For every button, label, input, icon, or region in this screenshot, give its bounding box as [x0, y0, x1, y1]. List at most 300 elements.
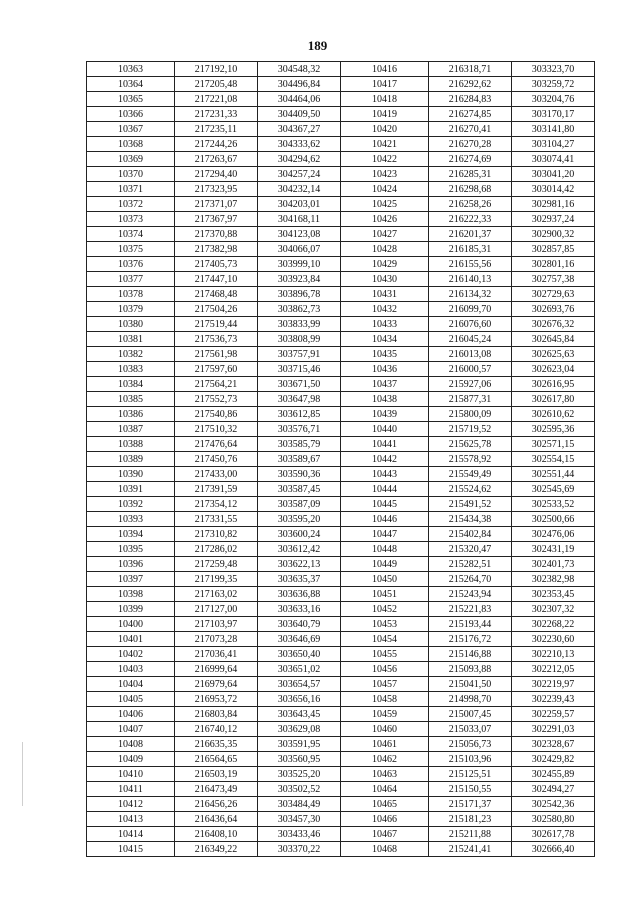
y-coordinate-cell: 303650,40 [258, 647, 341, 662]
x-coordinate-cell: 216979,64 [175, 677, 258, 692]
point-number-cell: 10410 [87, 767, 175, 782]
y-coordinate-cell: 302645,84 [512, 332, 595, 347]
y-coordinate-cell: 303589,67 [258, 452, 341, 467]
x-coordinate-cell: 217476,64 [175, 437, 258, 452]
x-coordinate-cell: 217103,97 [175, 617, 258, 632]
y-coordinate-cell: 303323,70 [512, 62, 595, 77]
x-coordinate-cell: 217504,26 [175, 302, 258, 317]
x-coordinate-cell: 216013,08 [429, 347, 512, 362]
point-number-cell: 10412 [87, 797, 175, 812]
point-number-cell: 10446 [341, 512, 429, 527]
y-coordinate-cell: 302542,36 [512, 797, 595, 812]
x-coordinate-cell: 217468,48 [175, 287, 258, 302]
y-coordinate-cell: 303808,99 [258, 332, 341, 347]
table-row [87, 707, 595, 722]
y-coordinate-cell: 302239,43 [512, 692, 595, 707]
y-coordinate-cell: 302617,80 [512, 392, 595, 407]
x-coordinate-cell: 215033,07 [429, 722, 512, 737]
y-coordinate-cell: 303074,41 [512, 152, 595, 167]
point-number-cell: 10384 [87, 377, 175, 392]
y-coordinate-cell: 302307,32 [512, 602, 595, 617]
table-row [87, 122, 595, 137]
point-number-cell: 10438 [341, 392, 429, 407]
x-coordinate-cell: 217519,44 [175, 317, 258, 332]
point-number-cell: 10390 [87, 467, 175, 482]
x-coordinate-cell: 216436,64 [175, 812, 258, 827]
x-coordinate-cell: 217036,41 [175, 647, 258, 662]
point-number-cell: 10408 [87, 737, 175, 752]
x-coordinate-cell: 215877,31 [429, 392, 512, 407]
point-number-cell: 10419 [341, 107, 429, 122]
x-coordinate-cell: 217540,86 [175, 407, 258, 422]
y-coordinate-cell: 302801,16 [512, 257, 595, 272]
y-coordinate-cell: 302554,15 [512, 452, 595, 467]
table-row [87, 662, 595, 677]
table-row [87, 422, 595, 437]
x-coordinate-cell: 215320,47 [429, 542, 512, 557]
point-number-cell: 10464 [341, 782, 429, 797]
table-row [87, 452, 595, 467]
point-number-cell: 10370 [87, 167, 175, 182]
table-row [87, 377, 595, 392]
coordinates-table-body [87, 62, 595, 857]
x-coordinate-cell: 217510,32 [175, 422, 258, 437]
point-number-cell: 10386 [87, 407, 175, 422]
point-number-cell: 10376 [87, 257, 175, 272]
y-coordinate-cell: 303170,17 [512, 107, 595, 122]
y-coordinate-cell: 302757,38 [512, 272, 595, 287]
table-row [87, 332, 595, 347]
x-coordinate-cell: 216270,41 [429, 122, 512, 137]
x-coordinate-cell: 217163,02 [175, 587, 258, 602]
table-row [87, 797, 595, 812]
x-coordinate-cell: 217263,67 [175, 152, 258, 167]
table-row [87, 482, 595, 497]
table-row [87, 317, 595, 332]
y-coordinate-cell: 302230,60 [512, 632, 595, 647]
y-coordinate-cell: 303999,10 [258, 257, 341, 272]
table-row [87, 617, 595, 632]
table-row [87, 167, 595, 182]
y-coordinate-cell: 304168,11 [258, 212, 341, 227]
point-number-cell: 10391 [87, 482, 175, 497]
x-coordinate-cell: 215056,73 [429, 737, 512, 752]
x-coordinate-cell: 217433,00 [175, 467, 258, 482]
y-coordinate-cell: 303585,79 [258, 437, 341, 452]
y-coordinate-cell: 304496,84 [258, 77, 341, 92]
y-coordinate-cell: 304123,08 [258, 227, 341, 242]
x-coordinate-cell: 216473,49 [175, 782, 258, 797]
x-coordinate-cell: 217450,76 [175, 452, 258, 467]
y-coordinate-cell: 303612,42 [258, 542, 341, 557]
point-number-cell: 10378 [87, 287, 175, 302]
x-coordinate-cell: 217367,97 [175, 212, 258, 227]
page-number: 189 [307, 38, 328, 53]
y-coordinate-cell: 304066,07 [258, 242, 341, 257]
point-number-cell: 10444 [341, 482, 429, 497]
point-number-cell: 10389 [87, 452, 175, 467]
x-coordinate-cell: 215243,94 [429, 587, 512, 602]
point-number-cell: 10450 [341, 572, 429, 587]
table-row [87, 197, 595, 212]
y-coordinate-cell: 303862,73 [258, 302, 341, 317]
x-coordinate-cell: 215146,88 [429, 647, 512, 662]
y-coordinate-cell: 303014,42 [512, 182, 595, 197]
point-number-cell: 10431 [341, 287, 429, 302]
x-coordinate-cell: 215524,62 [429, 482, 512, 497]
x-coordinate-cell: 216140,13 [429, 272, 512, 287]
y-coordinate-cell: 302610,62 [512, 407, 595, 422]
y-coordinate-cell: 302476,06 [512, 527, 595, 542]
x-coordinate-cell: 217310,82 [175, 527, 258, 542]
y-coordinate-cell: 302259,57 [512, 707, 595, 722]
table-row [87, 767, 595, 782]
point-number-cell: 10377 [87, 272, 175, 287]
point-number-cell: 10439 [341, 407, 429, 422]
x-coordinate-cell: 217323,95 [175, 182, 258, 197]
y-coordinate-cell: 303576,71 [258, 422, 341, 437]
point-number-cell: 10397 [87, 572, 175, 587]
x-coordinate-cell: 215007,45 [429, 707, 512, 722]
y-coordinate-cell: 303622,13 [258, 557, 341, 572]
y-coordinate-cell: 304548,32 [258, 62, 341, 77]
x-coordinate-cell: 216155,56 [429, 257, 512, 272]
y-coordinate-cell: 302455,89 [512, 767, 595, 782]
x-coordinate-cell: 216635,35 [175, 737, 258, 752]
point-number-cell: 10456 [341, 662, 429, 677]
x-coordinate-cell: 217391,59 [175, 482, 258, 497]
point-number-cell: 10467 [341, 827, 429, 842]
point-number-cell: 10442 [341, 452, 429, 467]
x-coordinate-cell: 216185,31 [429, 242, 512, 257]
point-number-cell: 10426 [341, 212, 429, 227]
x-coordinate-cell: 217447,10 [175, 272, 258, 287]
y-coordinate-cell: 302401,73 [512, 557, 595, 572]
y-coordinate-cell: 303141,80 [512, 122, 595, 137]
table-row [87, 467, 595, 482]
point-number-cell: 10459 [341, 707, 429, 722]
x-coordinate-cell: 216953,72 [175, 692, 258, 707]
x-coordinate-cell: 216298,68 [429, 182, 512, 197]
y-coordinate-cell: 303587,09 [258, 497, 341, 512]
point-number-cell: 10447 [341, 527, 429, 542]
table-row [87, 212, 595, 227]
point-number-cell: 10399 [87, 602, 175, 617]
y-coordinate-cell: 302212,05 [512, 662, 595, 677]
y-coordinate-cell: 302500,66 [512, 512, 595, 527]
x-coordinate-cell: 215221,83 [429, 602, 512, 617]
x-coordinate-cell: 216099,70 [429, 302, 512, 317]
point-number-cell: 10409 [87, 752, 175, 767]
y-coordinate-cell: 303560,95 [258, 752, 341, 767]
y-coordinate-cell: 302268,22 [512, 617, 595, 632]
point-number-cell: 10428 [341, 242, 429, 257]
point-number-cell: 10363 [87, 62, 175, 77]
scan-edge-mark [22, 742, 23, 806]
x-coordinate-cell: 217561,98 [175, 347, 258, 362]
x-coordinate-cell: 215800,09 [429, 407, 512, 422]
y-coordinate-cell: 303896,78 [258, 287, 341, 302]
point-number-cell: 10437 [341, 377, 429, 392]
x-coordinate-cell: 217382,98 [175, 242, 258, 257]
x-coordinate-cell: 215176,72 [429, 632, 512, 647]
y-coordinate-cell: 302291,03 [512, 722, 595, 737]
point-number-cell: 10394 [87, 527, 175, 542]
point-number-cell: 10435 [341, 347, 429, 362]
x-coordinate-cell: 215491,52 [429, 497, 512, 512]
x-coordinate-cell: 217405,73 [175, 257, 258, 272]
y-coordinate-cell: 302676,32 [512, 317, 595, 332]
y-coordinate-cell: 302981,16 [512, 197, 595, 212]
coordinates-table [86, 61, 595, 857]
point-number-cell: 10385 [87, 392, 175, 407]
point-number-cell: 10379 [87, 302, 175, 317]
y-coordinate-cell: 302625,63 [512, 347, 595, 362]
x-coordinate-cell: 217244,26 [175, 137, 258, 152]
y-coordinate-cell: 303633,16 [258, 602, 341, 617]
point-number-cell: 10460 [341, 722, 429, 737]
x-coordinate-cell: 215719,52 [429, 422, 512, 437]
x-coordinate-cell: 215193,44 [429, 617, 512, 632]
y-coordinate-cell: 303629,08 [258, 722, 341, 737]
point-number-cell: 10406 [87, 707, 175, 722]
point-number-cell: 10364 [87, 77, 175, 92]
table-row [87, 437, 595, 452]
y-coordinate-cell: 303370,22 [258, 842, 341, 857]
x-coordinate-cell: 216999,64 [175, 662, 258, 677]
point-number-cell: 10417 [341, 77, 429, 92]
point-number-cell: 10445 [341, 497, 429, 512]
point-number-cell: 10462 [341, 752, 429, 767]
point-number-cell: 10372 [87, 197, 175, 212]
x-coordinate-cell: 216076,60 [429, 317, 512, 332]
y-coordinate-cell: 303484,49 [258, 797, 341, 812]
table-row [87, 242, 595, 257]
x-coordinate-cell: 216408,10 [175, 827, 258, 842]
y-coordinate-cell: 302431,19 [512, 542, 595, 557]
x-coordinate-cell: 215434,38 [429, 512, 512, 527]
point-number-cell: 10421 [341, 137, 429, 152]
x-coordinate-cell: 215549,49 [429, 467, 512, 482]
x-coordinate-cell: 215093,88 [429, 662, 512, 677]
point-number-cell: 10414 [87, 827, 175, 842]
point-number-cell: 10369 [87, 152, 175, 167]
x-coordinate-cell: 216285,31 [429, 167, 512, 182]
table-row [87, 677, 595, 692]
x-coordinate-cell: 216564,65 [175, 752, 258, 767]
point-number-cell: 10461 [341, 737, 429, 752]
point-number-cell: 10424 [341, 182, 429, 197]
point-number-cell: 10405 [87, 692, 175, 707]
y-coordinate-cell: 303591,95 [258, 737, 341, 752]
table-row [87, 287, 595, 302]
y-coordinate-cell: 303757,91 [258, 347, 341, 362]
y-coordinate-cell: 302937,24 [512, 212, 595, 227]
point-number-cell: 10381 [87, 332, 175, 347]
y-coordinate-cell: 303595,20 [258, 512, 341, 527]
point-number-cell: 10403 [87, 662, 175, 677]
x-coordinate-cell: 214998,70 [429, 692, 512, 707]
x-coordinate-cell: 217073,28 [175, 632, 258, 647]
table-row [87, 407, 595, 422]
x-coordinate-cell: 215181,23 [429, 812, 512, 827]
table-row [87, 587, 595, 602]
point-number-cell: 10422 [341, 152, 429, 167]
point-number-cell: 10455 [341, 647, 429, 662]
point-number-cell: 10420 [341, 122, 429, 137]
y-coordinate-cell: 303671,50 [258, 377, 341, 392]
table-row [87, 722, 595, 737]
point-number-cell: 10465 [341, 797, 429, 812]
table-row [87, 827, 595, 842]
y-coordinate-cell: 302900,32 [512, 227, 595, 242]
table-row [87, 257, 595, 272]
point-number-cell: 10415 [87, 842, 175, 857]
x-coordinate-cell: 217192,10 [175, 62, 258, 77]
point-number-cell: 10453 [341, 617, 429, 632]
y-coordinate-cell: 302545,69 [512, 482, 595, 497]
y-coordinate-cell: 303656,16 [258, 692, 341, 707]
y-coordinate-cell: 302551,44 [512, 467, 595, 482]
y-coordinate-cell: 303651,02 [258, 662, 341, 677]
y-coordinate-cell: 302666,40 [512, 842, 595, 857]
y-coordinate-cell: 302693,76 [512, 302, 595, 317]
x-coordinate-cell: 215927,06 [429, 377, 512, 392]
table-row [87, 62, 595, 77]
point-number-cell: 10423 [341, 167, 429, 182]
y-coordinate-cell: 304294,62 [258, 152, 341, 167]
point-number-cell: 10413 [87, 812, 175, 827]
table-row [87, 182, 595, 197]
point-number-cell: 10416 [341, 62, 429, 77]
table-row [87, 347, 595, 362]
table-row [87, 527, 595, 542]
x-coordinate-cell: 215150,55 [429, 782, 512, 797]
y-coordinate-cell: 302623,04 [512, 362, 595, 377]
y-coordinate-cell: 302494,27 [512, 782, 595, 797]
table-row [87, 737, 595, 752]
point-number-cell: 10454 [341, 632, 429, 647]
table-row [87, 92, 595, 107]
y-coordinate-cell: 302353,45 [512, 587, 595, 602]
table-row [87, 302, 595, 317]
point-number-cell: 10418 [341, 92, 429, 107]
y-coordinate-cell: 302210,13 [512, 647, 595, 662]
x-coordinate-cell: 216258,26 [429, 197, 512, 212]
y-coordinate-cell: 304464,06 [258, 92, 341, 107]
x-coordinate-cell: 217221,08 [175, 92, 258, 107]
x-coordinate-cell: 217371,07 [175, 197, 258, 212]
point-number-cell: 10368 [87, 137, 175, 152]
x-coordinate-cell: 216274,85 [429, 107, 512, 122]
x-coordinate-cell: 216134,32 [429, 287, 512, 302]
point-number-cell: 10463 [341, 767, 429, 782]
point-number-cell: 10434 [341, 332, 429, 347]
y-coordinate-cell: 304257,24 [258, 167, 341, 182]
y-coordinate-cell: 304333,62 [258, 137, 341, 152]
y-coordinate-cell: 303643,45 [258, 707, 341, 722]
x-coordinate-cell: 217199,35 [175, 572, 258, 587]
x-coordinate-cell: 215282,51 [429, 557, 512, 572]
y-coordinate-cell: 303587,45 [258, 482, 341, 497]
y-coordinate-cell: 302533,52 [512, 497, 595, 512]
table-row [87, 512, 595, 527]
point-number-cell: 10458 [341, 692, 429, 707]
x-coordinate-cell: 215103,96 [429, 752, 512, 767]
y-coordinate-cell: 303525,20 [258, 767, 341, 782]
point-number-cell: 10448 [341, 542, 429, 557]
y-coordinate-cell: 302595,36 [512, 422, 595, 437]
y-coordinate-cell: 302616,95 [512, 377, 595, 392]
point-number-cell: 10388 [87, 437, 175, 452]
y-coordinate-cell: 304232,14 [258, 182, 341, 197]
table-row [87, 227, 595, 242]
y-coordinate-cell: 303833,99 [258, 317, 341, 332]
table-row [87, 542, 595, 557]
table-row [87, 752, 595, 767]
point-number-cell: 10395 [87, 542, 175, 557]
table-row [87, 647, 595, 662]
y-coordinate-cell: 303635,37 [258, 572, 341, 587]
point-number-cell: 10402 [87, 647, 175, 662]
point-number-cell: 10366 [87, 107, 175, 122]
point-number-cell: 10382 [87, 347, 175, 362]
point-number-cell: 10436 [341, 362, 429, 377]
x-coordinate-cell: 215041,50 [429, 677, 512, 692]
y-coordinate-cell: 304367,27 [258, 122, 341, 137]
x-coordinate-cell: 216045,24 [429, 332, 512, 347]
x-coordinate-cell: 216456,26 [175, 797, 258, 812]
point-number-cell: 10383 [87, 362, 175, 377]
y-coordinate-cell: 303590,36 [258, 467, 341, 482]
y-coordinate-cell: 302219,97 [512, 677, 595, 692]
x-coordinate-cell: 217259,48 [175, 557, 258, 572]
x-coordinate-cell: 216349,22 [175, 842, 258, 857]
point-number-cell: 10398 [87, 587, 175, 602]
point-number-cell: 10457 [341, 677, 429, 692]
x-coordinate-cell: 217354,12 [175, 497, 258, 512]
y-coordinate-cell: 302571,15 [512, 437, 595, 452]
y-coordinate-cell: 303433,46 [258, 827, 341, 842]
x-coordinate-cell: 217564,21 [175, 377, 258, 392]
point-number-cell: 10433 [341, 317, 429, 332]
table-row [87, 842, 595, 857]
x-coordinate-cell: 215264,70 [429, 572, 512, 587]
y-coordinate-cell: 303647,98 [258, 392, 341, 407]
table-row [87, 77, 595, 92]
point-number-cell: 10400 [87, 617, 175, 632]
point-number-cell: 10427 [341, 227, 429, 242]
point-number-cell: 10392 [87, 497, 175, 512]
y-coordinate-cell: 303646,69 [258, 632, 341, 647]
y-coordinate-cell: 303041,20 [512, 167, 595, 182]
x-coordinate-cell: 216803,84 [175, 707, 258, 722]
table-row [87, 272, 595, 287]
x-coordinate-cell: 215625,78 [429, 437, 512, 452]
point-number-cell: 10432 [341, 302, 429, 317]
y-coordinate-cell: 303923,84 [258, 272, 341, 287]
x-coordinate-cell: 216274,69 [429, 152, 512, 167]
point-number-cell: 10404 [87, 677, 175, 692]
point-number-cell: 10466 [341, 812, 429, 827]
x-coordinate-cell: 215402,84 [429, 527, 512, 542]
y-coordinate-cell: 303502,52 [258, 782, 341, 797]
point-number-cell: 10365 [87, 92, 175, 107]
x-coordinate-cell: 216292,62 [429, 77, 512, 92]
y-coordinate-cell: 302857,85 [512, 242, 595, 257]
x-coordinate-cell: 215241,41 [429, 842, 512, 857]
y-coordinate-cell: 302429,82 [512, 752, 595, 767]
